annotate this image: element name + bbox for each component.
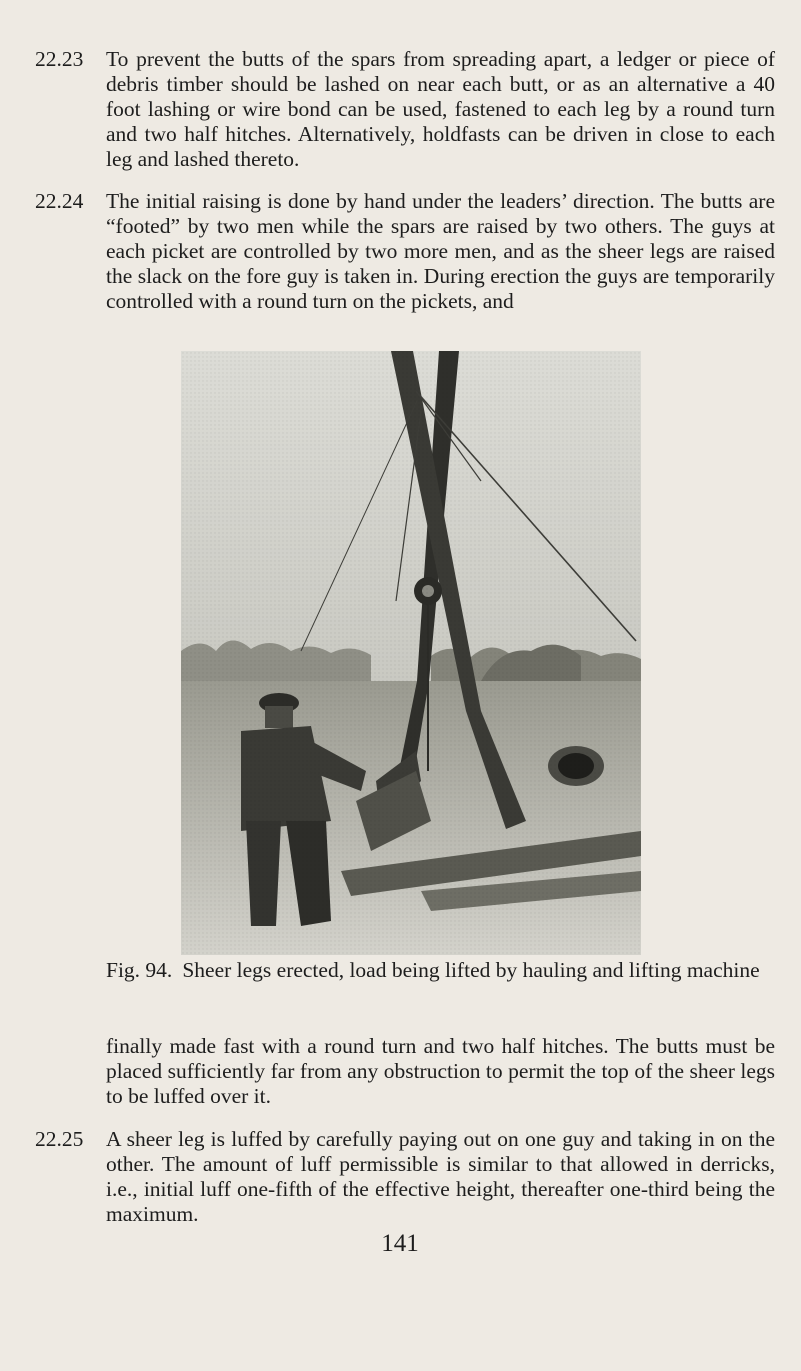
paragraph-number: 22.25 [35, 1127, 84, 1151]
figure-photo [181, 351, 641, 955]
figure-caption-text: Sheer legs erected, load being lifted by hauling and lifting machine [182, 958, 760, 982]
paragraph-22-24 [35, 189, 775, 314]
paragraph-text: A sheer leg is luffed by carefully paying out on one guy and taking in on the other. The amount of luff permissible is similar to that allowed in derricks, i.e., initial luff one-fifth of the effective height, thereafter one-third being the maximum. [106, 1127, 775, 1226]
sheer-legs-photo [181, 351, 641, 955]
paragraph-22-25 [35, 1127, 775, 1227]
paragraph-text: To prevent the butts of the spars from spreading apart, a ledger or piece of debris timber should be lashed on near each butt, or as an alternative a 40 foot lashing or wire bond can be used, fastened to each leg by a round turn and two half hitches. Alternatively, holdfasts can be driven in close to each leg and lashed thereto. [106, 47, 775, 171]
figure-label: Fig. 94. [106, 958, 173, 982]
paragraph-continued [35, 1034, 775, 1109]
paragraph-text: The initial raising is done by hand under the leaders’ direction. The butts are “footed” by two men while the spars are raised by two others. The guys at each picket are controlled by two more men, and as the sheer legs are raised the slack on the fore guy is taken in. During erection the guys are temporarily controlled with a round turn on the pickets, and [106, 189, 775, 313]
figure-caption [106, 958, 786, 983]
paragraph-22-23 [35, 47, 775, 172]
paragraph-number: 22.23 [35, 47, 84, 71]
paragraph-text: finally made fast with a round turn and two half hitches. The butts must be placed sufficiently far from any obstruction to permit the top of the sheer legs to be luffed over it. [106, 1034, 775, 1108]
paragraph-number: 22.24 [35, 189, 84, 213]
page-number: 141 [381, 1230, 419, 1257]
